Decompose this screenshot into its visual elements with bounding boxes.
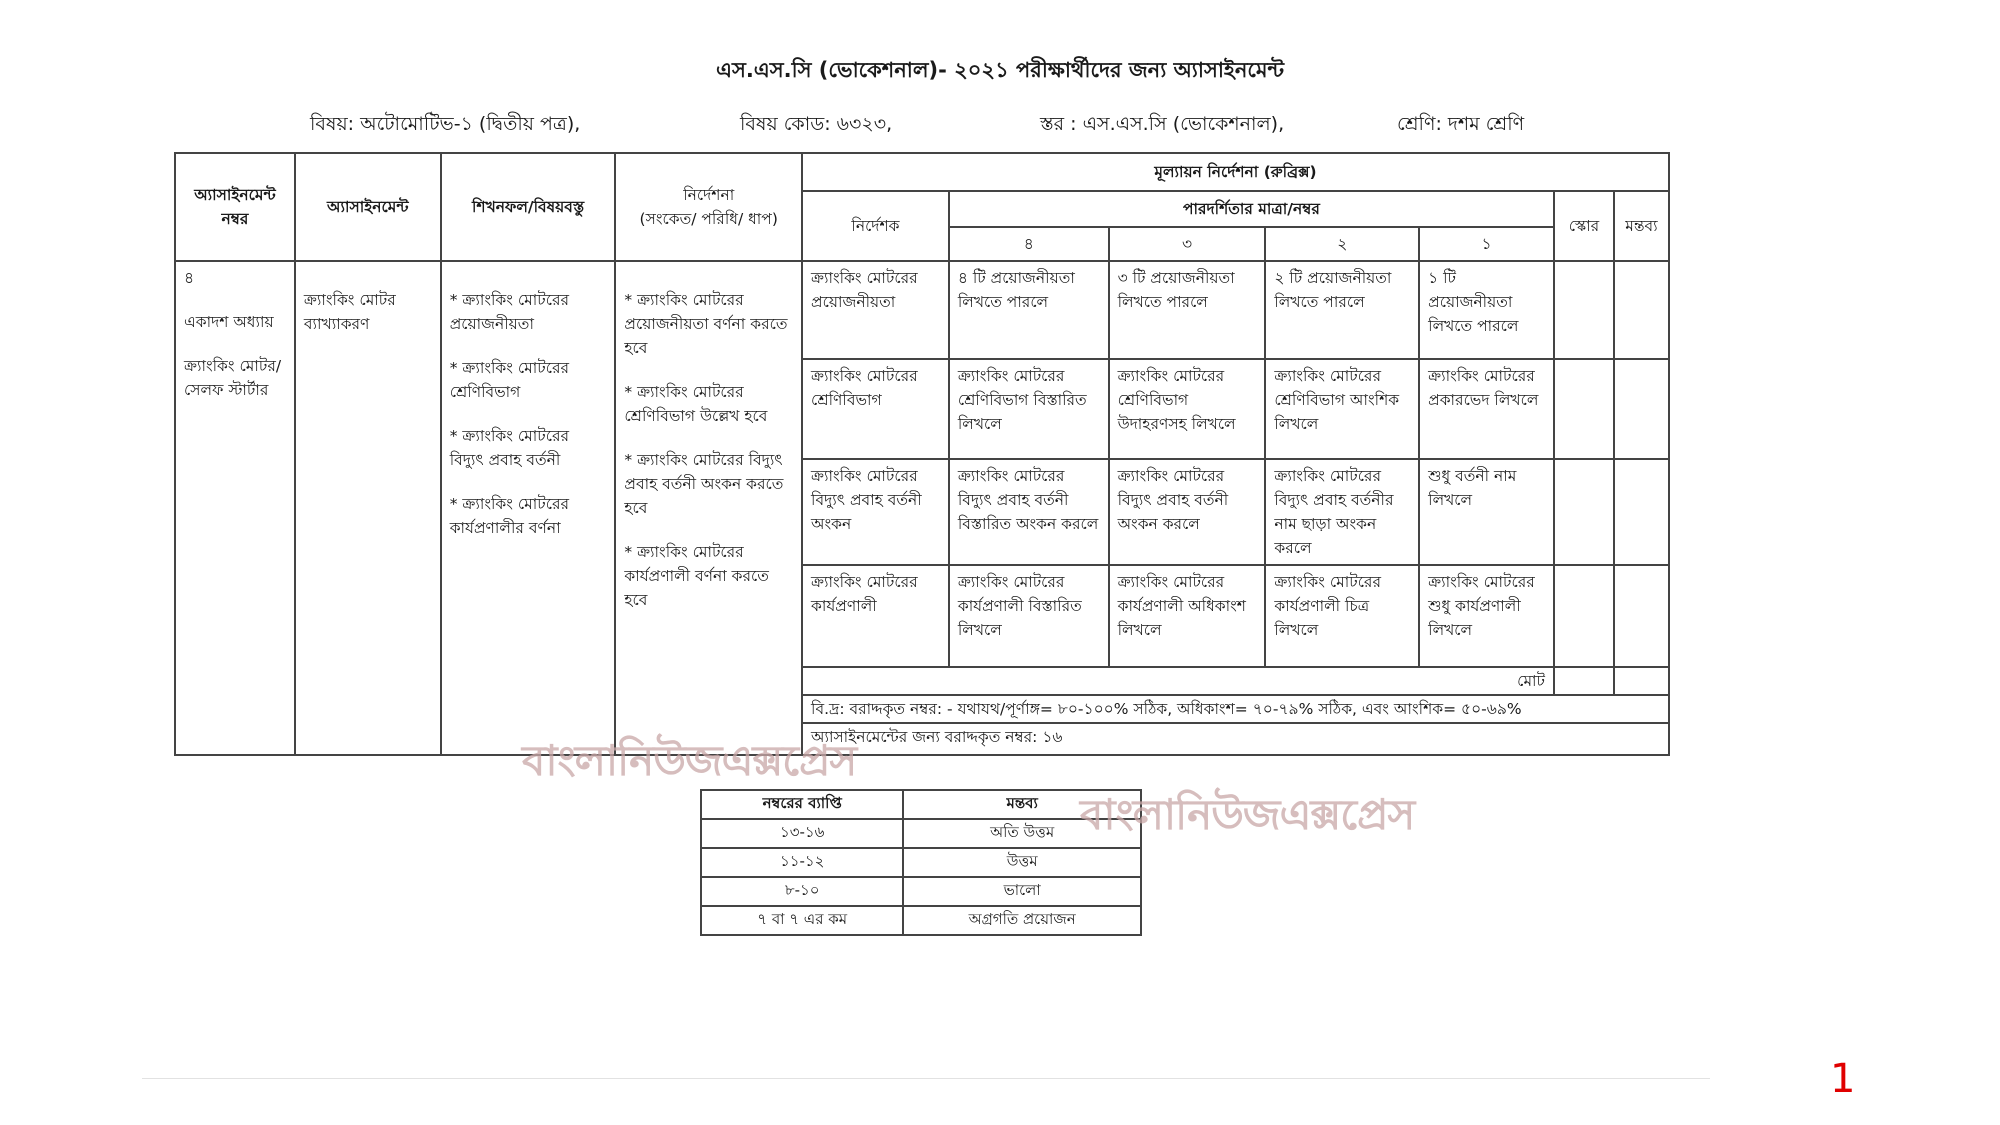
rubric-level-4: ক্র্যাংকিং মোটরের বিদ্যুৎ প্রবাহ বর্তনী বিস্তারিত অংকন করলে xyxy=(949,459,1109,565)
total-label: মোট xyxy=(802,667,1554,695)
assignment-number: ৪ xyxy=(184,269,195,288)
assignment-no-cell xyxy=(175,261,295,755)
header-score: স্কোর xyxy=(1554,191,1614,261)
assignment-text: ক্র্যাংকিং মোটর ব্যাখ্যাকরণ xyxy=(303,291,396,334)
scale-remark: ভালো xyxy=(903,877,1141,906)
watermark: বাংলানিউজএক্সপ্রেস xyxy=(1080,790,1415,839)
rubric-level-2: ক্র্যাংকিং মোটরের কার্যপ্রণালী চিত্র লিখলে xyxy=(1265,565,1419,667)
header-evaluation: মূল্যায়ন নির্দেশনা (রুব্রিক্স) xyxy=(802,153,1669,191)
header-instruction-sub: (সংকেত/ পরিধি/ ধাপ) xyxy=(639,210,778,228)
instruction-cell xyxy=(615,261,802,755)
score-cell xyxy=(1554,359,1614,459)
header-assignment-no: অ্যাসাইনমেন্ট নম্বর xyxy=(175,153,295,261)
rubric-indicator: ক্র্যাংকিং মোটরের বিদ্যুৎ প্রবাহ বর্তনী অংকন xyxy=(802,459,949,565)
learning-outcome-item: * ক্র্যাংকিং মোটরের প্রয়োজনীয়তা xyxy=(449,291,569,334)
rubric-level-1: ক্র্যাংকিং মোটরের শুধু কার্যপ্রণালী লিখলে xyxy=(1419,565,1554,667)
rubric-level-3: ক্র্যাংকিং মোটরের কার্যপ্রণালী অধিকাংশ লিখলে xyxy=(1109,565,1266,667)
marks-note: বি.দ্র: বরাদ্দকৃত নম্বর: - যথাযথ/পূর্ণাঙ্গ= ৮০-১০০% সঠিক, অধিকাংশ= ৭০-৭৯% সঠিক, এবং আংশিক= ৫০-৬৯% xyxy=(802,695,1669,723)
total-score-cell xyxy=(1554,667,1614,695)
scale-range: ১৩-১৬ xyxy=(701,819,903,848)
remarks-cell xyxy=(1614,261,1669,359)
remarks-cell xyxy=(1614,459,1669,565)
rubric-level-3: ৩ টি প্রয়োজনীয়তা লিখতে পারলে xyxy=(1109,261,1266,359)
watermark: বাংলানিউজএক্সপ্রেস xyxy=(522,736,857,785)
instruction-item: * ক্র্যাংকিং মোটরের প্রয়োজনীয়তা বর্ণনা করতে হবে xyxy=(624,291,788,358)
chapter-topic: ক্র্যাংকিং মোটর/ সেলফ স্টার্টার xyxy=(184,357,282,400)
header-level-3: ৩ xyxy=(1109,227,1266,261)
scale-header-remark: মন্তব্য xyxy=(903,790,1141,819)
rubric-level-4: ক্র্যাংকিং মোটরের কার্যপ্রণালী বিস্তারিত লিখলে xyxy=(949,565,1109,667)
header-assignment: অ্যাসাইনমেন্ট xyxy=(295,153,441,261)
allocated-marks: অ্যাসাইনমেন্টের জন্য বরাদ্দকৃত নম্বর: ১৬ xyxy=(802,723,1669,755)
header-level-1: ১ xyxy=(1419,227,1554,261)
footer-divider xyxy=(142,1078,1710,1079)
rubric-level-2: ক্র্যাংকিং মোটরের শ্রেণিবিভাগ আংশিক লিখলে xyxy=(1265,359,1419,459)
header-level-4: ৪ xyxy=(949,227,1109,261)
rubric-level-3: ক্র্যাংকিং মোটরের বিদ্যুৎ প্রবাহ বর্তনী অংকন করলে xyxy=(1109,459,1266,565)
rubric-level-1: ক্র্যাংকিং মোটরের প্রকারভেদ লিখলে xyxy=(1419,359,1554,459)
instruction-item: * ক্র্যাংকিং মোটরের বিদ্যুৎ প্রবাহ বর্তনী অংকন করতে হবে xyxy=(624,451,784,518)
rubric-indicator: ক্র্যাংকিং মোটরের শ্রেণিবিভাগ xyxy=(802,359,949,459)
remarks-cell xyxy=(1614,565,1669,667)
scale-remark: উত্তম xyxy=(903,848,1141,877)
rubric-level-1: ১ টি প্রয়োজনীয়তা লিখতে পারলে xyxy=(1419,261,1554,359)
grading-scale-table xyxy=(700,789,1142,936)
total-remarks-cell xyxy=(1614,667,1669,695)
score-cell xyxy=(1554,565,1614,667)
header-level-2: ২ xyxy=(1265,227,1419,261)
header-learning-outcome: শিখনফল/বিষয়বস্তু xyxy=(441,153,616,261)
instruction-item: * ক্র্যাংকিং মোটরের শ্রেণিবিভাগ উল্লেখ হবে xyxy=(624,383,768,426)
page-number: 1 xyxy=(1830,1056,1856,1102)
remarks-cell xyxy=(1614,359,1669,459)
assignment-rubric-table xyxy=(174,152,1670,756)
scale-range: ৮-১০ xyxy=(701,877,903,906)
rubric-indicator: ক্র্যাংকিং মোটরের কার্যপ্রণালী xyxy=(802,565,949,667)
chapter-name: একাদশ অধ্যায় xyxy=(184,313,274,332)
scale-remark: অতি উত্তম xyxy=(903,819,1141,848)
header-proficiency: পারদর্শিতার মাত্রা/নম্বর xyxy=(949,191,1554,227)
learning-outcome-item: * ক্র্যাংকিং মোটরের শ্রেণিবিভাগ xyxy=(449,359,569,402)
learning-outcome-item: * ক্র্যাংকিং মোটরের বিদ্যুৎ প্রবাহ বর্তনী xyxy=(449,427,569,470)
rubric-level-4: ৪ টি প্রয়োজনীয়তা লিখতে পারলে xyxy=(949,261,1109,359)
scale-range: ১১-১২ xyxy=(701,848,903,877)
rubric-indicator: ক্র্যাংকিং মোটরের প্রয়োজনীয়তা xyxy=(802,261,949,359)
header-remarks: মন্তব্য xyxy=(1614,191,1669,261)
header-instruction xyxy=(615,153,802,261)
level-label: স্তর : এস.এস.সি (ভোকেশনাল), xyxy=(1040,113,1285,135)
rubric-level-2: ২ টি প্রয়োজনীয়তা লিখতে পারলে xyxy=(1265,261,1419,359)
header-instruction-title: নির্দেশনা xyxy=(683,185,735,204)
rubric-level-4: ক্র্যাংকিং মোটরের শ্রেণিবিভাগ বিস্তারিত লিখলে xyxy=(949,359,1109,459)
subject-label: বিষয়: অটোমোটিভ-১ (দ্বিতীয় পত্র), xyxy=(310,113,581,135)
score-cell xyxy=(1554,261,1614,359)
assignment-cell xyxy=(295,261,441,755)
scale-range: ৭ বা ৭ এর কম xyxy=(701,906,903,935)
class-label: শ্রেণি: দশম শ্রেণি xyxy=(1397,113,1525,135)
rubric-level-2: ক্র্যাংকিং মোটরের বিদ্যুৎ প্রবাহ বর্তনীর নাম ছাড়া অংকন করলে xyxy=(1265,459,1419,565)
rubric-level-1: শুধু বর্তনী নাম লিখলে xyxy=(1419,459,1554,565)
learning-outcome-item: * ক্র্যাংকিং মোটরের কার্যপ্রণালীর বর্ণনা xyxy=(449,495,569,538)
scale-remark: অগ্রগতি প্রয়োজন xyxy=(903,906,1141,935)
instruction-item: * ক্র্যাংকিং মোটরের কার্যপ্রণালী বর্ণনা করতে হবে xyxy=(624,543,769,610)
scale-header-range: নম্বরের ব্যাপ্তি xyxy=(701,790,903,819)
header-indicator: নির্দেশক xyxy=(802,191,949,261)
document-title: এস.এস.সি (ভোকেশনাল)- ২০২১ পরীক্ষার্থীদের জন্য অ্যাসাইনমেন্ট xyxy=(715,58,1285,82)
learning-outcome-cell xyxy=(441,261,616,755)
score-cell xyxy=(1554,459,1614,565)
rubric-level-3: ক্র্যাংকিং মোটরের শ্রেণিবিভাগ উদাহরণসহ লিখলে xyxy=(1109,359,1266,459)
subject-code-label: বিষয় কোড: ৬৩২৩, xyxy=(740,113,893,135)
